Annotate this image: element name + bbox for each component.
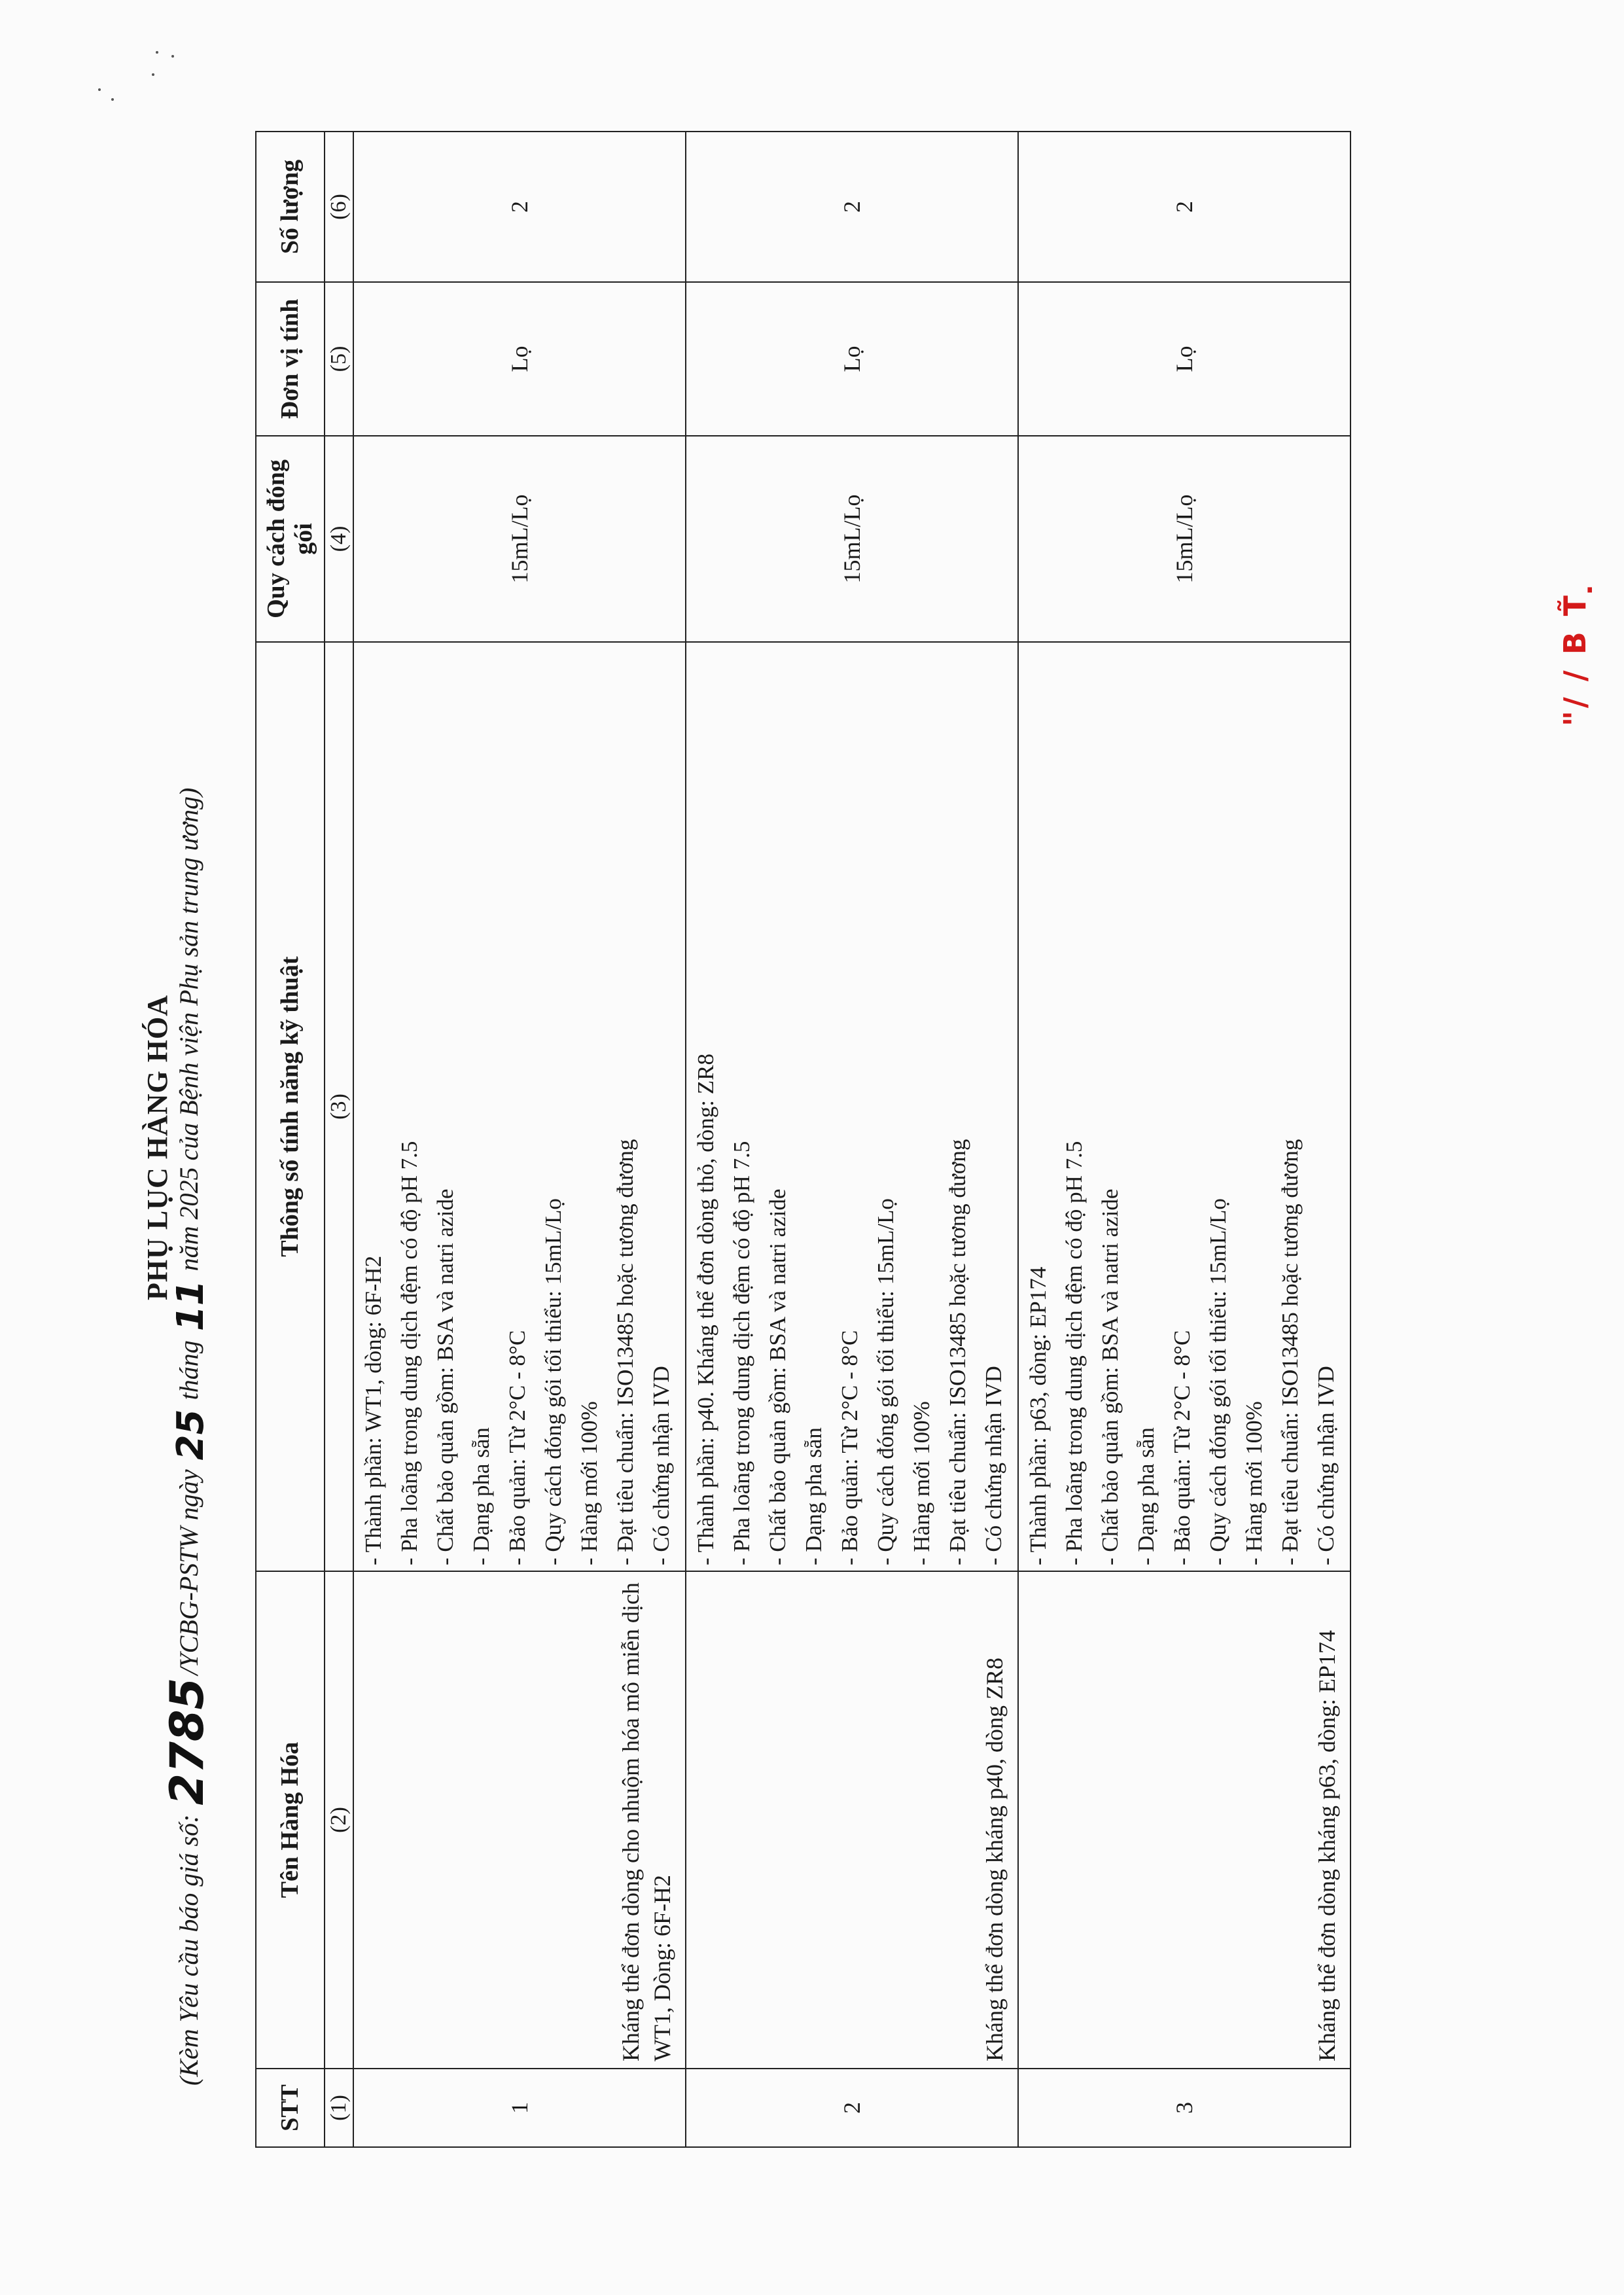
row-stt: 2 (686, 2069, 1018, 2147)
row-name: Kháng thể đơn dòng cho nhuộm hóa mô miễn dịch WT1, Dòng: 6F-H2 (353, 1571, 686, 2069)
spec-line: - Đạt tiêu chuẩn: ISO13485 hoặc tương đương (612, 1139, 638, 1565)
column-number: (3) (325, 642, 353, 1571)
row-spec (353, 642, 686, 1571)
header-stt: STT (256, 2069, 325, 2147)
spec-line: - Hàng mới 100% (576, 1401, 602, 1565)
column-number: (6) (325, 132, 353, 282)
row-name: Kháng thể đơn dòng kháng p40, dòng ZR8 (686, 1571, 1018, 2069)
spec-line: - Bảo quản: Từ 2°C - 8°C (1169, 1330, 1195, 1565)
column-number-row (325, 132, 353, 2147)
scan-speck (111, 98, 114, 101)
column-number: (5) (325, 282, 353, 436)
spec-line: - Dạng pha sẵn (1133, 1427, 1159, 1565)
column-number: (1) (325, 2069, 353, 2147)
spec-line: - Quy cách đóng gói tối thiểu: 15mL/Lọ (1205, 1198, 1231, 1565)
spec-line: - Chất bảo quản gồm: BSA và natri azide (432, 1188, 458, 1565)
row-unit: Lọ (686, 282, 1018, 436)
spec-line: - Thành phần: p63, dòng: EP174 (1025, 1266, 1051, 1565)
row-name: Kháng thể đơn dòng kháng p63, dòng: EP174 (1018, 1571, 1350, 2069)
row-stt: 3 (1018, 2069, 1350, 2147)
subtitle-suffix: năm 2025 của Bệnh viện Phụ sản trung ương) (174, 787, 203, 1272)
table-row (353, 132, 686, 2147)
header-name: Tên Hàng Hóa (256, 1571, 325, 2069)
table-row (686, 132, 1018, 2147)
header-pack: Quy cách đóng gói (256, 436, 325, 642)
spec-line: - Chất bảo quản gồm: BSA và natri azide (1097, 1188, 1123, 1565)
spec-line: - Quy cách đóng gói tối thiểu: 15mL/Lọ (873, 1198, 898, 1565)
spec-line: - Thành phần: p40. Kháng thể đơn dòng thỏ, dòng: ZR8 (693, 1054, 718, 1565)
document-title: PHỤ LỤC HÀNG HÓA (141, 995, 173, 1300)
spec-line: - Có chứng nhận IVD (648, 1366, 674, 1565)
row-unit: Lọ (353, 282, 686, 436)
spec-line: - Có chứng nhận IVD (981, 1366, 1006, 1565)
row-pack: 15mL/Lọ (1018, 436, 1350, 642)
spec-line: - Dạng pha sẵn (801, 1427, 826, 1565)
spec-line: - Pha loãng trong dung dịch đệm có độ pH 7.5 (729, 1141, 754, 1565)
spec-line: - Có chứng nhận IVD (1313, 1366, 1339, 1565)
goods-table (255, 131, 1351, 2148)
spec-line: - Đạt tiêu chuẩn: ISO13485 hoặc tương đương (1277, 1139, 1303, 1565)
spec-line: - Chất bảo quản gồm: BSA và natri azide (765, 1188, 790, 1565)
header-qty: Số lượng (256, 132, 325, 282)
header-row (256, 132, 325, 2147)
scan-speck (156, 51, 158, 54)
scan-speck (152, 73, 154, 76)
header-unit: Đơn vị tính (256, 282, 325, 436)
spec-line: - Dạng pha sẵn (468, 1427, 494, 1565)
spec-line: - Hàng mới 100% (1241, 1401, 1267, 1565)
spec-line: - Quy cách đóng gói tối thiểu: 15mL/Lọ (540, 1198, 566, 1565)
row-spec (1018, 642, 1350, 1571)
spec-line: - Đạt tiêu chuẩn: ISO13485 hoặc tương đương (945, 1139, 970, 1565)
subtitle-prefix: (Kèm Yêu cầu báo giá số: (174, 1814, 203, 2086)
handwritten-day: 25 (169, 1409, 212, 1461)
row-unit: Lọ (1018, 282, 1350, 436)
document-subtitle (160, 122, 214, 2086)
spec-line: - Bảo quản: Từ 2°C - 8°C (837, 1330, 862, 1565)
row-qty: 2 (353, 132, 686, 282)
spec-line: - Hàng mới 100% (909, 1401, 934, 1565)
spec-line: - Thành phần: WT1, dòng: 6F-H2 (361, 1255, 386, 1565)
scan-speck (171, 55, 174, 58)
header-spec: Thông số tính năng kỹ thuật (256, 642, 325, 1571)
table-row (1018, 132, 1350, 2147)
spec-line: - Pha loãng trong dung dịch đệm có độ pH 7.5 (397, 1141, 422, 1565)
row-pack: 15mL/Lọ (353, 436, 686, 642)
scan-speck (98, 88, 101, 91)
row-qty: 2 (686, 132, 1018, 282)
row-stt: 1 (353, 2069, 686, 2147)
red-handwritten-mark: "/ / B T̃ ̣ (1557, 579, 1593, 726)
row-qty: 2 (1018, 132, 1350, 282)
column-number: (4) (325, 436, 353, 642)
handwritten-quote-number: 2785 (160, 1677, 214, 1806)
spec-line: - Bảo quản: Từ 2°C - 8°C (504, 1330, 530, 1565)
spec-line: - Pha loãng trong dung dịch đệm có độ pH 7.5 (1061, 1141, 1087, 1565)
column-number: (2) (325, 1571, 353, 2069)
subtitle-month-word: tháng (174, 1340, 203, 1400)
subtitle-mid: /YCBG-PSTW ngày (174, 1469, 203, 1675)
row-pack: 15mL/Lọ (686, 436, 1018, 642)
row-spec (686, 642, 1018, 1571)
handwritten-month: 11 (169, 1280, 212, 1332)
